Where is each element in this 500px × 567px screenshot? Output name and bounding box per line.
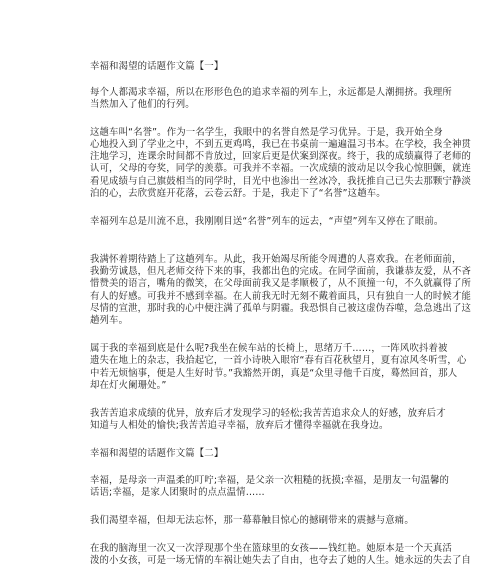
paragraph-line: 认可，父母的夸奖，同学的羡慕。可我并不幸福。一次成绩的波动足以令我心惊胆颤，就连 bbox=[90, 163, 472, 174]
paragraph-line: 心地投入到了学业之中，不到五更鸡鸣，我已在书桌前一遍遍温习书本。在学校，我全神贯 bbox=[90, 139, 472, 150]
paragraph-line: 中若无烦恼事，便是人生好时节。”我豁然开朗，真是“众里寻他千百度，蓦然回首，那人 bbox=[90, 368, 458, 379]
paragraph-line: 我满怀着期待踏上了这趟列车。从此，我开始竭尽所能令周遭的人喜欢我。在老师面前， bbox=[90, 254, 462, 265]
paragraph-line: 看见成绩与自己旗鼓相当的同学时，目光中也渗出一丝冰冷，我抚推自己已失去那颗宁静淡 bbox=[90, 176, 472, 187]
paragraph-line: 惜赞美的语言，嘴角的微笑，在父母面前我又是孝顺极了，从不顶撞一句，不久就赢得了所 bbox=[90, 278, 472, 289]
paragraph-line: 这趟车叫“名誉”。作为一名学生，我眼中的名誉自然是学习优异。于是，我开始全身 bbox=[90, 127, 443, 138]
section-heading-2: 幸福和渴望的话题作文篇【二】 bbox=[90, 448, 224, 459]
paragraph-line: 尽情的宣泄，那时我的心中便注满了孤单与阴霾。我恐惧自己被这虚伪吞噬，急急逃出了这 bbox=[90, 303, 472, 314]
paragraph-line: 知道与人相处的愉快;我苦苦追寻幸福，放弃后才懂得幸福就在我身边。 bbox=[90, 420, 389, 431]
paragraph-line: 我勤劳诚恳，但凡老师交待下来的事，我都出色的完成。在同学面前，我谦恭友爱，从不吝 bbox=[90, 266, 472, 277]
paragraph-line: 在我的脑海里一次又一次浮现那个坐在篮球里的女孩——钱红艳。她原本是一个天真活 bbox=[90, 543, 452, 554]
section-heading-1: 幸福和渴望的话题作文篇【一】 bbox=[90, 61, 224, 72]
paragraph-line: 属于我的幸福到底是什么呢?我坐在候车站的长椅上，思绪万千……，一阵风吹抖着被 bbox=[90, 343, 448, 354]
paragraph-line: 泊的心，去欣赏庭开花落，云卷云舒。于是，我走下了“名誉”这趟车。 bbox=[90, 188, 386, 199]
paragraph-line: 我苦苦追求成绩的优异，放弃后才发现学习的轻松;我苦苦追求众人的好感，放弃后才 bbox=[90, 408, 446, 419]
paragraph-line: 有人的好感。可我并不感到幸福。在人前我无时无刻不戴着面具，只有独自一人的时候才能 bbox=[90, 291, 472, 302]
paragraph-line: 幸福列车总是川流不息，我刚刚目送“名誉”列车的远去，“声望”列车又停在了眼前。 bbox=[90, 216, 444, 227]
paragraph-line: 我们渴望幸福，但却无法忘怀，那一幕幕触目惊心的撼刷带来的震撼与意痛。 bbox=[90, 515, 414, 526]
paragraph-line: 遗失在地上的杂志，我拾起它，一首小诗映入眼帘“春有百花秋望月，夏有凉风冬听雪，心 bbox=[90, 355, 467, 366]
paragraph-line: 话语;幸福，是家人团聚时的点点温情…… bbox=[90, 487, 265, 498]
paragraph-line: 注地学习，连课余时间都不肯放过，回家后更是伏案到深夜。终于，我的成绩赢得了老师的 bbox=[90, 151, 472, 162]
paragraph-line: 每个人都渴求幸福，所以在形形色色的追求幸福的列车上，永远都是人潮拥挤。我理所 bbox=[90, 87, 452, 98]
paragraph-line: 趟列车。 bbox=[90, 315, 129, 326]
paragraph-line: 幸福，是母亲一声温柔的叮咛;幸福，是父亲一次粗糙的抚摸;幸福，是朋友一句温馨的 bbox=[90, 475, 450, 486]
paragraph-line: 泼的小女孩，可是一场无情的车祸让她失去了自由，也夺去了她的人生。她永远的失去了自 bbox=[90, 555, 472, 566]
paragraph-line: 当然加入了他们的行列。 bbox=[90, 99, 195, 110]
paragraph-line: 却在灯火阑珊处。” bbox=[90, 380, 167, 391]
